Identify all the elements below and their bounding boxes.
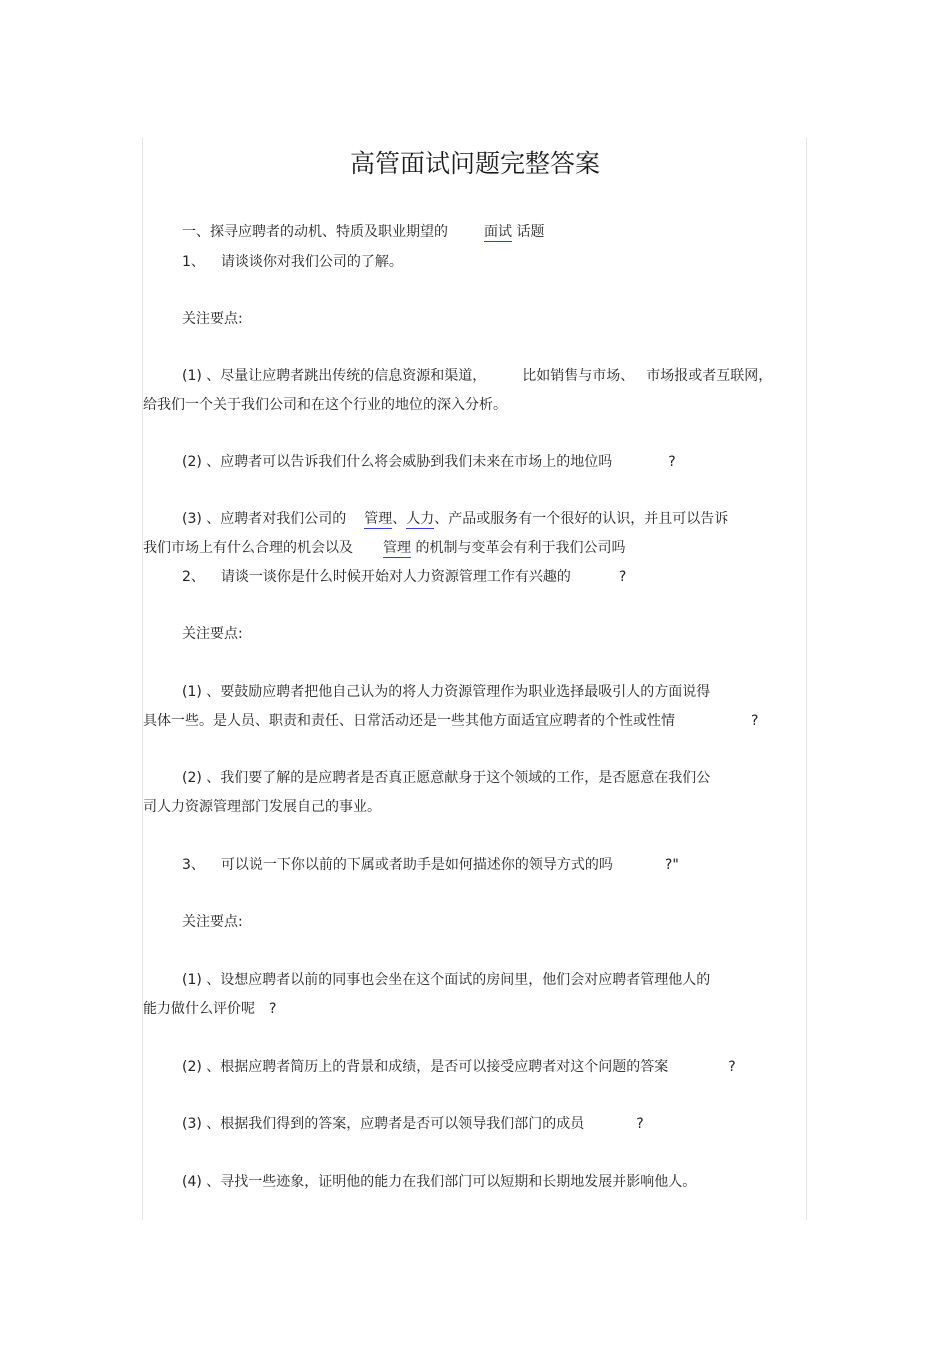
focus-label: 关注要点: (182, 914, 243, 930)
question-1 (182, 254, 403, 270)
question-mark: ? (269, 1001, 277, 1017)
point-line: (2) 、我们要了解的是应聘者是否真正愿意献身于这个领域的工作，是否愿意在我们公 (182, 770, 711, 786)
question-2 (182, 569, 626, 585)
point-text: (1) 、尽量让应聘者跳出传统的信息资源和渠道， (182, 368, 487, 384)
question-mark: ? (618, 569, 627, 585)
point-text: 比如销售与市场、 (522, 368, 635, 384)
question-text: 请谈谈你对我们公司的了解。 (220, 254, 403, 270)
point-line: (1) 、设想应聘者以前的同事也会坐在这个面试的房间里，他们会对应聘者管理他人的 (182, 972, 711, 988)
interview-link[interactable]: 面试 (484, 224, 512, 240)
point-line: (4) 、寻找一些迹象，证明他的能力在我们部门可以短期和长期地发展并影响他人。 (182, 1174, 697, 1190)
point-text: 、产品或服务有一个很好的认识，并且可以告诉 (434, 511, 729, 527)
point-text: (3) 、应聘者对我们公司的 (182, 511, 347, 527)
question-3 (182, 857, 679, 873)
section-heading-tail: 话题 (512, 224, 545, 240)
point-line (182, 454, 676, 470)
focus-label: 关注要点: (182, 626, 243, 642)
point-text: 的机制与变革会有利于我们公司吗 (411, 540, 626, 556)
question-number: 3、 (182, 857, 205, 873)
point-line (182, 1116, 644, 1132)
question-mark: ? (668, 454, 676, 470)
focus-label: 关注要点: (182, 311, 243, 327)
point-text: 市场报或者互联网， (646, 368, 773, 384)
point-line (143, 1001, 276, 1017)
hr-link[interactable]: 人力 (406, 511, 435, 527)
point-line (182, 511, 728, 527)
management-link[interactable]: 管理 (383, 540, 411, 556)
question-mark: ? (728, 1059, 736, 1075)
section-heading-text: 一、探寻应聘者的动机、特质及职业期望的 (182, 224, 448, 240)
question-text: 请谈一谈你是什么时候开始对人力资源管理工作有兴趣的 (220, 569, 571, 585)
point-text: (3) 、根据我们得到的答案，应聘者是否可以领导我们部门的成员 (182, 1116, 585, 1132)
point-text: (2) 、应聘者可以告诉我们什么将会威胁到我们未来在市场上的地位吗 (182, 454, 613, 470)
question-mark: ? (751, 713, 759, 729)
question-mark: ?" (664, 857, 679, 873)
point-line: 司人力资源管理部门发展自己的事业。 (143, 799, 381, 815)
section-heading (182, 224, 544, 240)
question-mark: ? (636, 1116, 644, 1132)
question-text: 可以说一下你以前的下属或者助手是如何描述你的领导方式的吗 (220, 857, 613, 873)
point-line: 给我们一个关于我们公司和在这个行业的地位的深入分析。 (143, 397, 507, 413)
point-text: (2) 、根据应聘者简历上的背景和成绩，是否可以接受应聘者对这个问题的答案 (182, 1059, 669, 1075)
point-line (182, 1059, 736, 1075)
point-line (182, 368, 772, 384)
management-link[interactable]: 管理 (364, 511, 393, 527)
point-line (143, 713, 758, 729)
question-number: 2、 (182, 569, 205, 585)
point-text: 我们市场上有什么合理的机会以及 (143, 540, 353, 556)
document-title: 高管面试问题完整答案 (349, 149, 600, 178)
point-line: (1) 、要鼓励应聘者把他自己认为的将人力资源管理作为职业选择最吸引人的方面说得 (182, 684, 711, 700)
point-line (143, 540, 625, 556)
point-text: 能力做什么评价呢 (143, 1001, 255, 1017)
separator: 、 (392, 511, 407, 527)
page-border-left (142, 138, 143, 1220)
question-number: 1、 (182, 254, 205, 270)
point-text: 具体一些。是人员、职责和责任、日常活动还是一些其他方面适宜应聘者的个性或性情 (143, 713, 675, 729)
page-border-right (806, 138, 807, 1220)
